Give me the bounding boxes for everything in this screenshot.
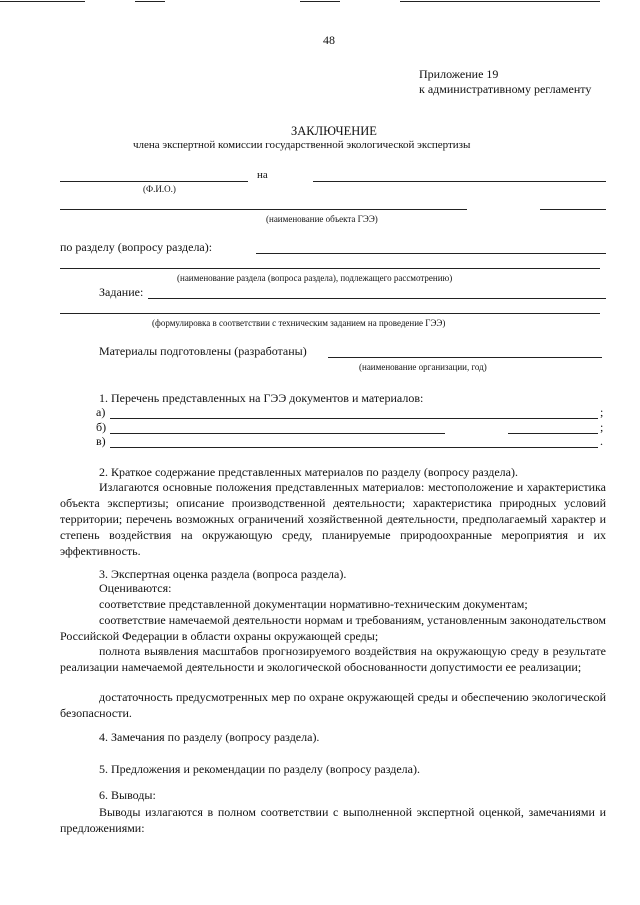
object-caption: (наименование объекта ГЭЭ) [266, 214, 378, 224]
section3-criterion-3: полнота выявления масштабов прогнозируемого воздействия на окружающую среду в результате реализации намечаемой деятельности и экологической обоснованности допустимости ее реализации; [60, 644, 606, 674]
section-field-line [256, 253, 606, 254]
materials-label: Материалы подготовлены (разработаны) [99, 344, 307, 358]
section4-heading: 4. Замечания по разделу (вопросу раздела). [99, 730, 320, 744]
object-name-line-end [540, 209, 606, 210]
fio-caption: (Ф.И.О.) [143, 184, 176, 194]
task-field-line-2 [60, 313, 600, 314]
section2-heading: 2. Краткое содержание представленных материалов по разделу (вопросу раздела). [99, 465, 518, 479]
document-subtitle: члена экспертной комиссии государственной экологической экспертизы [133, 139, 471, 151]
scan-artifact-line [135, 1, 165, 2]
materials-field-line [328, 357, 602, 358]
list-item-label-c: в) [96, 434, 106, 448]
scan-artifact-line [400, 1, 600, 2]
list-item-end-b: ; [600, 420, 604, 434]
task-field-line [148, 298, 606, 299]
scan-artifact-line [0, 1, 85, 2]
list-item-label-b: б) [96, 420, 107, 434]
appendix-number: Приложение 19 [419, 67, 499, 81]
section6-body: Выводы излагаются в полном соответствии с выполненной экспертной оценкой, замечаниями и предложениями: [60, 805, 606, 835]
list-item-label-a: а) [96, 405, 106, 419]
section6-heading: 6. Выводы: [99, 788, 156, 802]
section3-criterion-1: соответствие представленной документации нормативно-техническим документам; [99, 597, 528, 611]
section3-heading: 3. Экспертная оценка раздела (вопроса раздела). [99, 567, 347, 581]
expertise-object-line [313, 181, 606, 182]
page-number: 48 [323, 33, 335, 47]
list-item-line-a [110, 418, 598, 419]
list-item-line-c [110, 447, 598, 448]
section-caption: (наименование раздела (вопроса раздела), подлежащего рассмотрению) [177, 273, 453, 283]
list-item-end-c: . [600, 434, 603, 448]
section3-criterion-2: соответствие намечаемой деятельности нормам и требованиям, установленным законодательством Российской Федерации в области охраны окружающей среды; [60, 613, 607, 643]
list-item-end-a: ; [600, 405, 604, 419]
section-label: по разделу (вопросу раздела): [60, 240, 213, 254]
section1-heading: 1. Перечень представленных на ГЭЭ документов и материалов: [99, 391, 424, 405]
list-item-line-b [110, 433, 445, 434]
fio-field-line [60, 181, 248, 182]
section3-criterion-4: достаточность предусмотренных мер по охране окружающей среды и обеспечению экологической безопасности. [60, 690, 606, 720]
object-name-line [60, 209, 467, 210]
na-label: на [257, 169, 268, 181]
section3-lead: Оцениваются: [99, 581, 172, 595]
task-label: Задание: [99, 285, 144, 299]
section5-heading: 5. Предложения и рекомендации по разделу (вопросу раздела). [99, 762, 420, 776]
document-title: ЗАКЛЮЧЕНИЕ [291, 124, 377, 138]
list-item-line-b-end [508, 433, 598, 434]
materials-caption: (наименование организации, год) [359, 362, 487, 372]
task-caption: (формулировка в соответствии с техническим заданием на проведение ГЭЭ) [152, 318, 446, 328]
section-field-line-2 [60, 268, 600, 269]
section2-body: Излагаются основные положения представленных материалов: местоположение и характеристика объекта экспертизы; описание производственной деятельности; характеристика природных условий территории; перечень возможных ограничений хозяйственной деятельности, предполагаемый характер и степень воздействия на окружающую среду, планируемые природоохранные мероприятия и их эффективность. [60, 480, 606, 558]
scan-artifact-line [300, 1, 340, 2]
appendix-reference: к административному регламенту [419, 82, 592, 96]
